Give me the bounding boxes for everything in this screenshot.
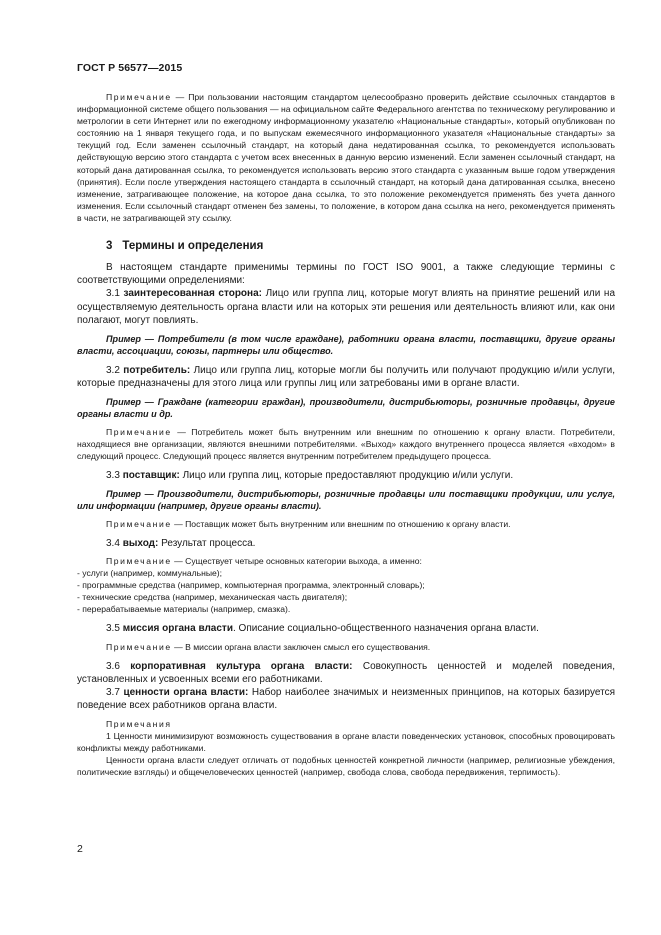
term-3-5 — [77, 622, 615, 635]
term-definition: Совокупность ценностей и моделей поведения, установленных и усвоенных всеми его работниками. — [77, 660, 615, 685]
note-label: Примечание — [106, 92, 172, 102]
term-definition: . Описание социально-общественного назначения органа власти. — [232, 623, 539, 635]
term-definition: Лицо или группа лиц, которые могли бы получить или получают продукцию и/или услуги, которые предназначены для этого лица или группы лиц или затребованы ими в органе власти. — [77, 364, 615, 389]
term-3-7-notes-label — [77, 718, 615, 730]
note-text: — При пользовании настоящим стандартом целесообразно проверить действие ссылочных стандартов в информационной системе общего пользования — на официальном сайте Федерального агентства по техническому регулированию и метрологии в сети Интернет или по ежегодному информационному указателю «Национальные стандарты», который опубликован по состоянию на 1 января текущего года, и по выпускам ежемесячного информационного указателя «Национальные стандарты» за текущий год. Если заменен ссылочный стандарт, на который дана недатированная ссылка, то рекомендуется использовать действующую версию этого стандарта с учетом всех внесенных в данную версию изменений. Если заменен ссылочный стандарт, на который дана датированная ссылка, то рекомендуется использовать версию этого стандарта с указанным выше годом утверждения (принятия). Если после утверждения настоящего стандарта в ссылочный стандарт, на который дана датированная ссылка, внесено изменение, затрагивающее положение, на которое дана ссылка, то это положение рекомендуется применять без учета данного изменения. Если ссылочный стандарт отменен без замены, то положение, в котором дана ссылка на него, рекомендуется применять в части, не затрагивающей эту ссылку. — [77, 92, 615, 223]
section-heading — [106, 240, 615, 252]
term-3-7-note-1: 1 Ценности минимизируют возможность существования в органе власти поведенческих установок, способных провоцировать конфликты между работниками. — [77, 730, 615, 753]
term-3-4 — [77, 537, 615, 550]
term-3-1-example: Пример — Потребители (в том числе граждане), работники органа власти, поставщики, другие органы власти, ассоциации, союзы, партнеры или общество. — [77, 334, 615, 357]
term-definition: Результат процесса. — [158, 537, 256, 549]
note-text: — В миссии органа власти заключен смысл его существования. — [171, 641, 431, 652]
term-3-3 — [77, 469, 615, 482]
term-3-6 — [77, 660, 615, 686]
section-number: 3 — [106, 240, 113, 253]
reference-note — [77, 91, 615, 224]
term-number: 3.2 — [106, 364, 120, 376]
term-name: ценности органа власти: — [123, 687, 249, 699]
note-label: Примечание — [106, 426, 172, 437]
term-3-2-example: Пример — Граждане (категории граждан), производители, дистрибьюторы, розничные продавцы, другие органы власти и др. — [77, 397, 615, 420]
term-3-1 — [77, 287, 615, 327]
notes-label: Примечания — [106, 718, 172, 729]
section-title: Термины и определения — [122, 240, 264, 253]
note-text: — Потребитель может быть внутренним или внешним по отношению к органу власти. Потребители, находящиеся вне организации, являются внешними потребителями. «Выход» каждого внутреннего процесса является «входом» в следующий процесс. Следующий процесс является внутренним потребителем предыдущего процесса. — [77, 426, 615, 461]
note-label: Примечание — [106, 641, 172, 652]
term-3-3-example: Пример — Производители, дистрибьюторы, розничные продавцы или поставщики продукции, или услуг, или информации (например, другие органы власти). — [77, 489, 615, 512]
output-category-item: - перерабатываемые материалы (например, смазка). — [77, 604, 291, 615]
term-name: выход: — [122, 537, 159, 549]
note-text: — Поставщик может быть внутренним или внешним по отношению к органу власти. — [171, 518, 511, 529]
term-3-7 — [77, 686, 615, 712]
note-label: Примечание — [106, 556, 172, 567]
term-name: потребитель: — [123, 364, 191, 376]
document-code-header: ГОСТ Р 56577—2015 — [77, 62, 183, 74]
output-category-item: - программные средства (например, компьютерная программа, электронный словарь); — [77, 580, 425, 591]
page-content — [77, 91, 615, 778]
output-category-item: - услуги (например, коммунальные); — [77, 568, 223, 579]
term-name: корпоративная культура органа власти: — [130, 660, 353, 672]
term-definition: Набор наиболее значимых и неизменных принципов, на которых базируется поведение всех работников органа власти. — [77, 687, 615, 712]
term-3-2 — [77, 364, 615, 390]
term-definition: Лицо или группа лиц, которые могут влиять на принятие решений или на осуществляемую деятельность органа власти или на которых эти решения или деятельность влияют или, как они полагают, могут повлиять. — [77, 288, 616, 326]
term-number: 3.4 — [106, 537, 120, 549]
note-label: Примечание — [106, 518, 172, 529]
term-3-3-note — [77, 518, 615, 530]
section-intro: В настоящем стандарте применимы термины по ГОСТ ISO 9001, а также следующие термины с соответствующими определениями: — [77, 262, 615, 287]
page-number: 2 — [77, 843, 83, 855]
term-3-4-note — [77, 555, 615, 567]
term-name: заинтересованная сторона: — [123, 288, 262, 300]
term-3-5-note — [77, 641, 615, 653]
term-number: 3.6 — [106, 660, 120, 672]
term-number: 3.5 — [106, 623, 120, 635]
term-3-2-note — [77, 426, 615, 462]
term-name: поставщик: — [122, 469, 180, 481]
term-definition: Лицо или группа лиц, которые предоставляют продукцию и/или услуги. — [179, 469, 514, 481]
term-number: 3.7 — [106, 687, 120, 699]
term-number: 3.1 — [106, 288, 120, 300]
output-category-item: - технические средства (например, механическая часть двигателя); — [77, 592, 348, 603]
term-name: миссия органа власти — [122, 623, 233, 635]
note-text: — Существует четыре основных категории выхода, а именно: — [171, 556, 422, 567]
term-3-7-note-2: Ценности органа власти следует отличать от подобных ценностей конкретной личности (например, религиозные убеждения, политические взгляды) и общечеловеческих ценностей (например, свобода слова, свобода передвижения, терпимость). — [77, 754, 615, 777]
term-number: 3.3 — [106, 469, 120, 481]
